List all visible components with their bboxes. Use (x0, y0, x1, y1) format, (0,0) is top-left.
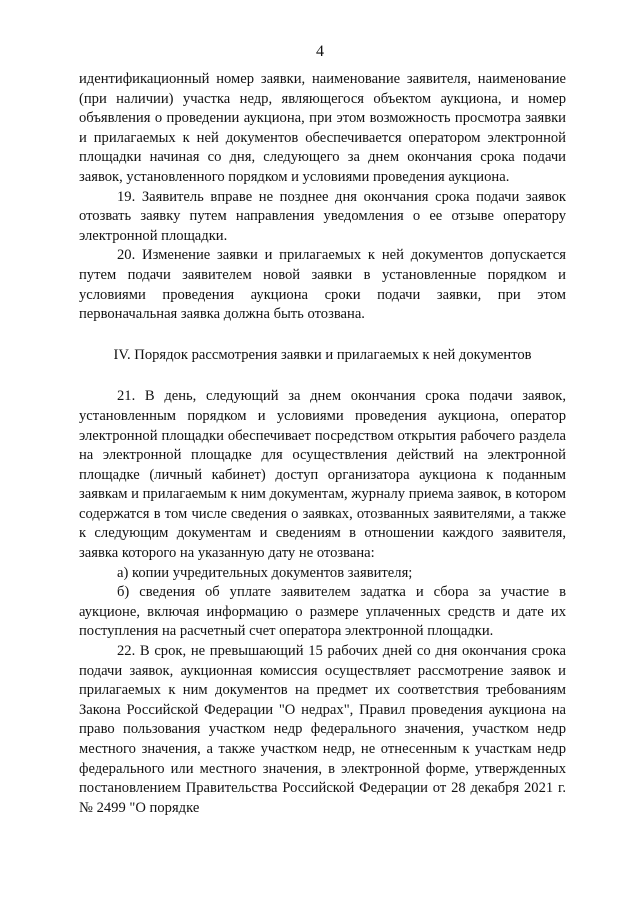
paragraph-19: 19. Заявитель вправе не позднее дня окончания срока подачи заявок отозвать заявку путем направления уведомления о ее отзыве оператору электронной площадки. (79, 188, 566, 244)
list-item-a: а) копии учредительных документов заявителя; (117, 564, 413, 581)
paragraph-continuation: идентификационный номер заявки, наименование заявителя, наименование (при наличии) участка недр, являющегося объектом аукциона, и номер объявления о проведении аукциона, при этом возможность просмотра заявки и прилагаемых к ней документов обеспечивается оператором электронной площадки начиная со дня, следующего за днем окончания срока подачи заявок, установленного порядком и условиями проведения аукциона. (79, 71, 566, 185)
document-body (79, 70, 566, 818)
list-item-b: б) сведения об уплате заявителем задатка и сбора за участие в аукционе, включая информацию о размере уплаченных средств и дате их поступления на расчетный счет оператора электронной площадки. (79, 584, 566, 640)
paragraph-22: 22. В срок, не превышающий 15 рабочих дней со дня окончания срока подачи заявок, аукционная комиссия осуществляет рассмотрение заявок и прилагаемых к ним документов на предмет их соответствия требованиям Закона Российской Федерации "О недрах", Правил проведения аукциона на право пользования участком недр федерального значения, участком недр местного значения, а также участком недр, не отнесенным к участкам недр федерального или местного значения, в электронной форме, утвержденных постановлением Правительства Российской Федерации от 28 декабря 2021 г. № 2499 "О порядке (79, 643, 566, 816)
paragraph-21: 21. В день, следующий за днем окончания срока подачи заявок, установленным порядком и условиями проведения аукциона, оператор электронной площадки обеспечивает посредством открытия рабочего раздела на электронной площадке для осуществления действий на электронной площадке (личный кабинет) доступ организатора аукциона к поданным заявкам и прилагаемым к ним документам, журналу приема заявок, в котором содержатся в том числе сведения о заявках, отозванных заявителями, а также к следующим документам и сведениям в отношении каждого заявителя, заявка которого на указанную дату не отозвана: (79, 388, 566, 562)
section-heading: IV. Порядок рассмотрения заявки и прилагаемых к ней документов (113, 346, 532, 363)
paragraph-20: 20. Изменение заявки и прилагаемых к ней документов допускается путем подачи заявителем новой заявки в установленные порядком и условиями проведения аукциона сроки подачи заявки, при этом первоначальная заявка должна быть отозвана. (79, 247, 566, 323)
page-number: 4 (316, 43, 324, 60)
